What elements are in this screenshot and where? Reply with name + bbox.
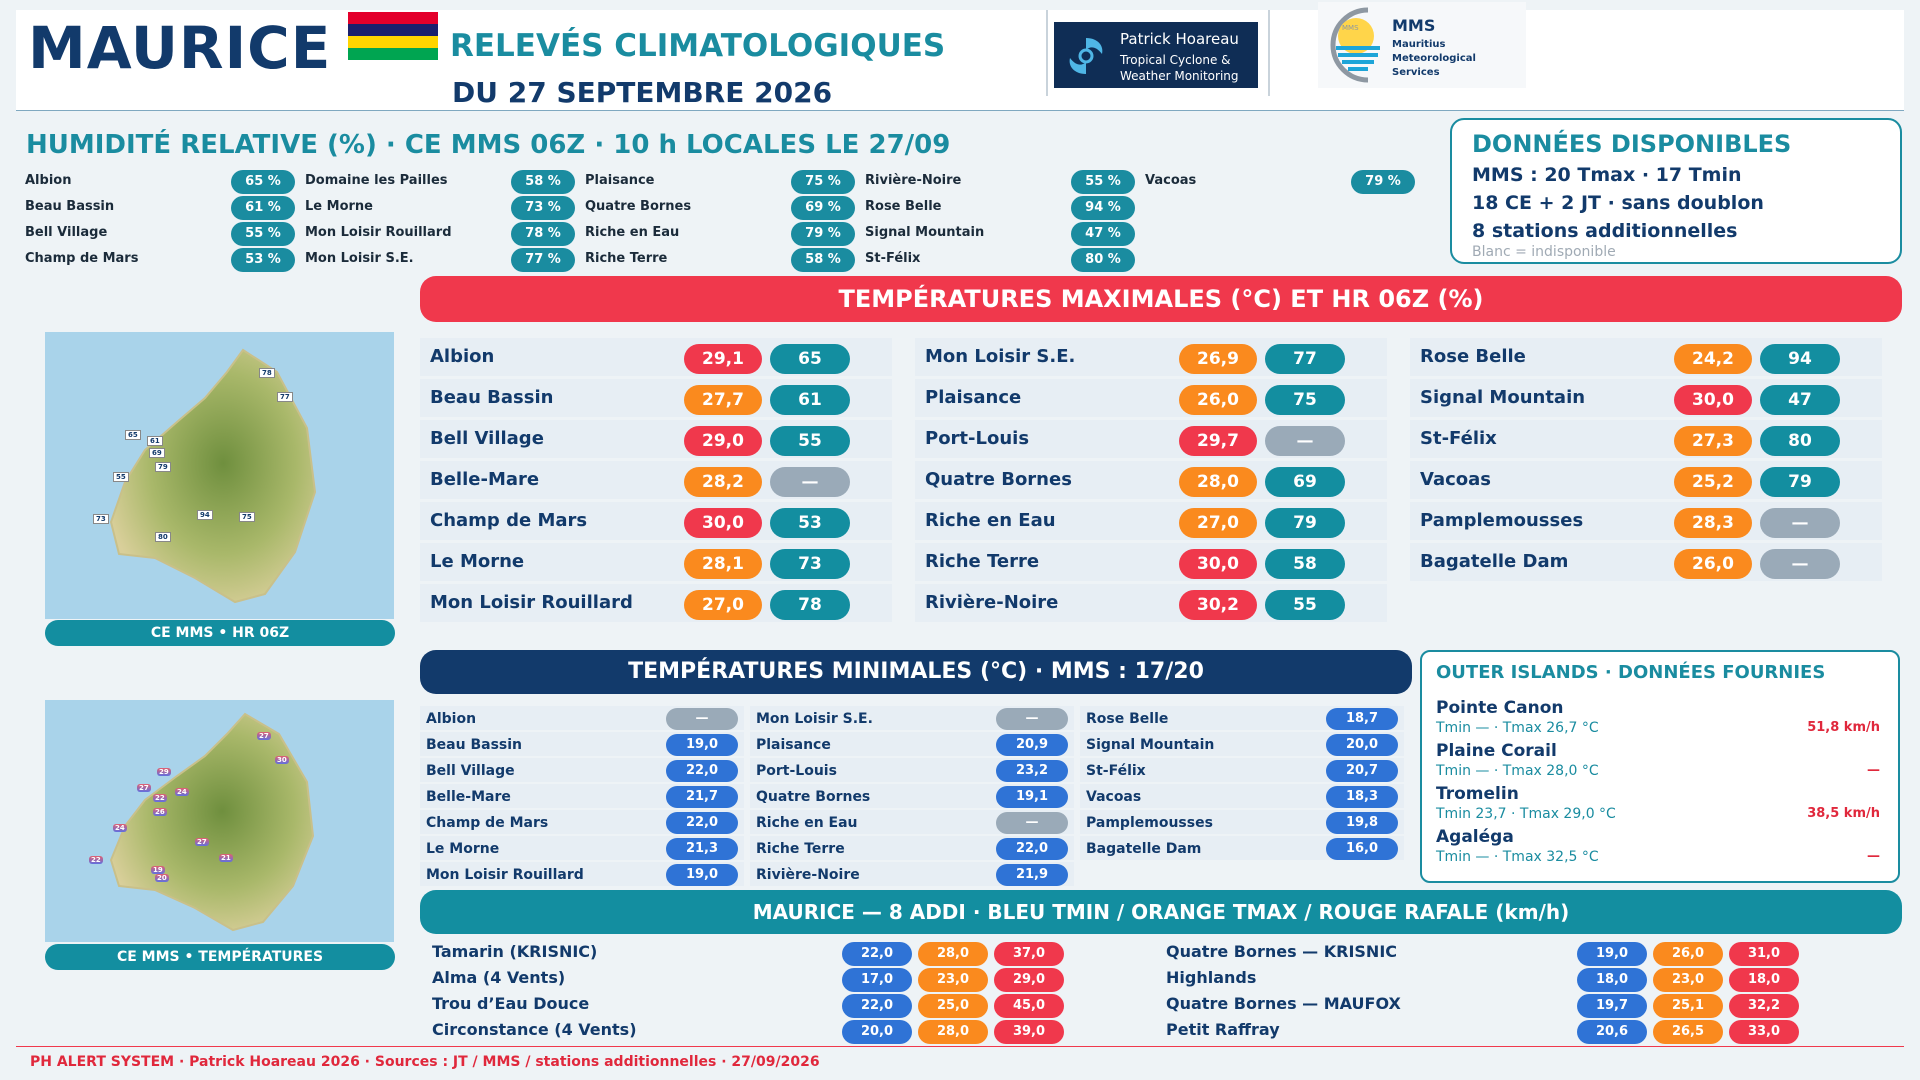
station-name: Mon Loisir S.E.: [925, 346, 1076, 367]
outer-island-temps: Tmin 23,7 · Tmax 29,0 °C: [1436, 806, 1616, 822]
station-name: Plaisance: [925, 387, 1022, 408]
addi-station-name: Quatre Bornes — KRISNIC: [1166, 942, 1398, 961]
tmax-badge: 28,2: [684, 467, 762, 497]
humidity-badge: 69: [1265, 467, 1345, 497]
tmin-badge: 19,1: [996, 786, 1068, 808]
tmin-badge: 20,7: [1326, 760, 1398, 782]
station-name: Rose Belle: [1420, 346, 1526, 367]
addi-gust-badge: 29,0: [994, 968, 1064, 992]
tmax-badge: 25,2: [1674, 467, 1752, 497]
mms-subtitle: Mauritius Meteorological Services: [1392, 39, 1476, 78]
tmin-row: [420, 862, 744, 886]
tmax-row: [1410, 338, 1882, 376]
tmin-badge: 20,0: [1326, 734, 1398, 756]
station-name: Signal Mountain: [1420, 387, 1586, 408]
humidity-badge: 80: [1760, 426, 1840, 456]
outer-islands-title: OUTER ISLANDS · DONNÉES FOURNIES: [1436, 662, 1826, 683]
station-name: Riche Terre: [585, 251, 668, 266]
humidity-item: [305, 194, 575, 220]
humidity-badge: —: [770, 467, 850, 497]
station-name: Mon Loisir S.E.: [305, 251, 414, 266]
station-name: Bell Village: [25, 225, 108, 240]
humidity-badge: 94: [1760, 344, 1840, 374]
tmin-row: [1080, 758, 1404, 782]
humidity-badge: 53: [770, 508, 850, 538]
temperature-map-caption: CE MMS • TEMPÉRATURES: [45, 944, 395, 970]
outer-island-name: Plaine Corail: [1436, 741, 1557, 761]
humidity-badge: 80 %: [1071, 248, 1135, 272]
tmin-row: [750, 810, 1074, 834]
outer-island-gust: 51,8 km/h: [1807, 720, 1880, 735]
addi-station-name: Trou d’Eau Douce: [432, 994, 590, 1013]
map-label: 21: [221, 854, 231, 862]
map-label: 61: [147, 436, 163, 446]
station-name: Mon Loisir Rouillard: [430, 592, 633, 613]
tmin-row: [750, 732, 1074, 756]
humidity-badge: 55 %: [231, 222, 295, 246]
station-name: Rivière-Noire: [925, 592, 1059, 613]
tmax-row: [420, 461, 892, 499]
tmin-row: [750, 784, 1074, 808]
humidity-badge: 58 %: [791, 248, 855, 272]
outer-island-temps: Tmin — · Tmax 28,0 °C: [1436, 763, 1599, 779]
station-name: Rose Belle: [865, 199, 942, 214]
humidity-badge: 73 %: [511, 196, 575, 220]
map-label: 24: [115, 824, 125, 832]
humidity-item: [25, 246, 295, 272]
station-name: Champ de Mars: [430, 510, 588, 531]
station-name: Le Morne: [305, 199, 373, 214]
station-name: Le Morne: [426, 841, 500, 857]
tmin-badge: 19,0: [666, 864, 738, 886]
station-name: Champ de Mars: [25, 251, 139, 266]
outer-island-name: Pointe Canon: [1436, 698, 1564, 718]
station-name: Albion: [430, 346, 495, 367]
station-name: Riche Terre: [756, 841, 845, 857]
tmin-badge: —: [666, 708, 738, 730]
humidity-badge: —: [1265, 426, 1345, 456]
addi-gust-badge: 33,0: [1729, 1020, 1799, 1044]
addi-tmax-badge: 26,5: [1653, 1020, 1723, 1044]
station-name: Pamplemousses: [1420, 510, 1584, 531]
addi-tmax-badge: 26,0: [1653, 942, 1723, 966]
mauritius-flag-icon: [348, 12, 438, 60]
humidity-badge: 75 %: [791, 170, 855, 194]
humidity-badge: 78: [770, 590, 850, 620]
tmax-badge: 27,7: [684, 385, 762, 415]
map-label: 65: [125, 430, 141, 440]
tmax-row: [915, 543, 1387, 581]
humidity-item: [585, 246, 855, 272]
tmax-badge: 29,1: [684, 344, 762, 374]
tmin-banner: TEMPÉRATURES MINIMALES (°C) · MMS : 17/20: [420, 650, 1412, 694]
station-name: Riche en Eau: [585, 225, 680, 240]
tmin-row: [1080, 810, 1404, 834]
available-line-ce: 18 CE + 2 JT · sans doublon: [1472, 192, 1764, 214]
outer-island-temps: Tmin — · Tmax 26,7 °C: [1436, 720, 1599, 736]
humidity-map: [45, 332, 394, 619]
station-name: Mon Loisir Rouillard: [426, 867, 584, 883]
station-name: Le Morne: [430, 551, 525, 572]
tmax-row: [915, 584, 1387, 622]
map-label: 78: [259, 368, 275, 378]
humidity-badge: 94 %: [1071, 196, 1135, 220]
map-label: 19: [153, 866, 163, 874]
humidity-item: [865, 220, 1135, 246]
humidity-item: [585, 168, 855, 194]
tmin-badge: 20,9: [996, 734, 1068, 756]
station-name: Quatre Bornes: [925, 469, 1072, 490]
addi-banner: MAURICE — 8 ADDI · BLEU TMIN / ORANGE TMAX / ROUGE RAFALE (km/h): [420, 890, 1902, 934]
humidity-title: HUMIDITÉ RELATIVE (%) · CE MMS 06Z · 10 h LOCALES LE 27/09: [26, 130, 951, 160]
temperature-map: [45, 700, 394, 942]
tmax-row: [420, 543, 892, 581]
tmax-badge: 27,3: [1674, 426, 1752, 456]
addi-tmin-badge: 22,0: [842, 942, 912, 966]
station-name: Bagatelle Dam: [1086, 841, 1202, 857]
addi-tmin-badge: 22,0: [842, 994, 912, 1018]
tmax-row: [1410, 543, 1882, 581]
map-label: 27: [259, 732, 269, 740]
humidity-badge: 55 %: [1071, 170, 1135, 194]
tmax-badge: 29,7: [1179, 426, 1257, 456]
tmin-row: [1080, 706, 1404, 730]
tmin-badge: 22,0: [666, 812, 738, 834]
station-name: Mon Loisir Rouillard: [305, 225, 452, 240]
station-name: Quatre Bornes: [756, 789, 871, 805]
tmax-badge: 30,0: [1674, 385, 1752, 415]
map-label: 55: [113, 472, 129, 482]
tmax-badge: 27,0: [1179, 508, 1257, 538]
humidity-item: [305, 246, 575, 272]
mms-title: MMS: [1392, 16, 1436, 35]
tmin-row: [420, 732, 744, 756]
tmax-badge: 30,0: [684, 508, 762, 538]
tmin-badge: 23,2: [996, 760, 1068, 782]
station-name: St-Félix: [865, 251, 921, 266]
humidity-badge: —: [1760, 549, 1840, 579]
station-name: Beau Bassin: [430, 387, 554, 408]
station-name: Signal Mountain: [1086, 737, 1215, 753]
tmin-badge: 22,0: [666, 760, 738, 782]
header-divider: [16, 110, 1904, 111]
humidity-item: [865, 194, 1135, 220]
tmin-badge: 19,0: [666, 734, 738, 756]
map-label: 29: [159, 768, 169, 776]
addi-station-name: Quatre Bornes — MAUFOX: [1166, 994, 1401, 1013]
map-label: 80: [155, 532, 171, 542]
humidity-badge: 47 %: [1071, 222, 1135, 246]
station-name: Albion: [426, 711, 477, 727]
addi-tmax-badge: 23,0: [918, 968, 988, 992]
mms-logo-text: MMS: [1342, 24, 1359, 32]
addi-tmin-badge: 17,0: [842, 968, 912, 992]
addi-tmin-badge: 19,7: [1577, 994, 1647, 1018]
tmax-row: [915, 502, 1387, 540]
available-data-title: DONNÉES DISPONIBLES: [1472, 130, 1792, 158]
tmin-row: [750, 862, 1074, 886]
outer-island-gust: —: [1867, 763, 1880, 778]
tmax-badge: 30,0: [1179, 549, 1257, 579]
tmax-badge: 30,2: [1179, 590, 1257, 620]
station-name: Vacoas: [1420, 469, 1491, 490]
tmin-badge: 18,7: [1326, 708, 1398, 730]
station-name: Domaine les Pailles: [305, 173, 448, 188]
tmin-row: [1080, 784, 1404, 808]
map-label: 69: [149, 448, 165, 458]
addi-tmax-badge: 28,0: [918, 1020, 988, 1044]
station-name: Riche en Eau: [756, 815, 858, 831]
map-label: 24: [177, 788, 187, 796]
footer-divider: [16, 1046, 1904, 1047]
addi-gust-badge: 18,0: [1729, 968, 1799, 992]
addi-tmin-badge: 20,6: [1577, 1020, 1647, 1044]
outer-island-gust: 38,5 km/h: [1807, 806, 1880, 821]
station-name: Rivière-Noire: [865, 173, 962, 188]
ph-name: Patrick Hoareau: [1120, 30, 1239, 48]
tmin-row: [750, 836, 1074, 860]
humidity-badge: 79 %: [791, 222, 855, 246]
humidity-item: [1145, 168, 1415, 194]
cyclone-icon: [1062, 32, 1110, 80]
addi-gust-badge: 39,0: [994, 1020, 1064, 1044]
ph-subtitle: Tropical Cyclone & Weather Monitoring: [1120, 53, 1239, 83]
station-name: Rose Belle: [1086, 711, 1169, 727]
addi-tmax-badge: 25,0: [918, 994, 988, 1018]
tmin-badge: 21,7: [666, 786, 738, 808]
map-label: 27: [139, 784, 149, 792]
tmin-badge: 22,0: [996, 838, 1068, 860]
outer-island-gust: —: [1867, 849, 1880, 864]
tmax-badge: 26,0: [1179, 385, 1257, 415]
map-label: 75: [239, 512, 255, 522]
humidity-item: [25, 220, 295, 246]
tmax-row: [420, 502, 892, 540]
tmin-row: [1080, 836, 1404, 860]
addi-gust-badge: 37,0: [994, 942, 1064, 966]
tmax-badge: 24,2: [1674, 344, 1752, 374]
available-data-box: [1450, 118, 1902, 264]
station-name: Bagatelle Dam: [1420, 551, 1569, 572]
tmax-row: [1410, 379, 1882, 417]
humidity-badge: 79: [1760, 467, 1840, 497]
outer-islands-panel: [1420, 650, 1900, 883]
map-label: 22: [91, 856, 101, 864]
humidity-badge: 73: [770, 549, 850, 579]
station-name: Bell Village: [426, 763, 515, 779]
tmin-row: [420, 810, 744, 834]
humidity-map-caption: CE MMS • HR 06Z: [45, 620, 395, 646]
mauritius-island-icon: [45, 332, 394, 619]
addi-gust-badge: 31,0: [1729, 942, 1799, 966]
country-title: MAURICE: [28, 14, 332, 82]
humidity-item: [305, 168, 575, 194]
humidity-item: [25, 168, 295, 194]
station-name: Pamplemousses: [1086, 815, 1213, 831]
tmax-row: [1410, 461, 1882, 499]
mauritius-island-icon: [45, 700, 394, 942]
map-label: 73: [93, 514, 109, 524]
tmax-badge: 28,0: [1179, 467, 1257, 497]
humidity-item: [25, 194, 295, 220]
station-name: Albion: [25, 173, 72, 188]
mms-logo-box: [1318, 2, 1526, 88]
station-name: Signal Mountain: [865, 225, 985, 240]
humidity-badge: 77 %: [511, 248, 575, 272]
addi-tmin-badge: 18,0: [1577, 968, 1647, 992]
station-name: Port-Louis: [756, 763, 837, 779]
station-name: Riche en Eau: [925, 510, 1056, 531]
tmin-badge: —: [996, 708, 1068, 730]
tmax-row: [915, 338, 1387, 376]
station-name: Belle-Mare: [426, 789, 511, 805]
tmax-row: [420, 379, 892, 417]
addi-tmax-badge: 23,0: [1653, 968, 1723, 992]
tmin-badge: 16,0: [1326, 838, 1398, 860]
humidity-badge: 55: [770, 426, 850, 456]
addi-tmin-badge: 20,0: [842, 1020, 912, 1044]
outer-island-name: Tromelin: [1436, 784, 1519, 804]
tmin-badge: 21,3: [666, 838, 738, 860]
station-name: Rivière-Noire: [756, 867, 860, 883]
tmin-row: [750, 706, 1074, 730]
humidity-badge: 47: [1760, 385, 1840, 415]
tmax-row: [1410, 420, 1882, 458]
station-name: St-Félix: [1086, 763, 1146, 779]
humidity-badge: 55: [1265, 590, 1345, 620]
humidity-badge: 79 %: [1351, 170, 1415, 194]
available-note: Blanc = indisponible: [1472, 244, 1616, 260]
humidity-badge: 69 %: [791, 196, 855, 220]
tmax-badge: 29,0: [684, 426, 762, 456]
humidity-item: [585, 194, 855, 220]
tmax-banner: TEMPÉRATURES MAXIMALES (°C) ET HR 06Z (%): [420, 276, 1902, 322]
humidity-badge: 79: [1265, 508, 1345, 538]
humidity-badge: 65: [770, 344, 850, 374]
addi-gust-badge: 45,0: [994, 994, 1064, 1018]
station-name: Bell Village: [430, 428, 544, 449]
addi-station-name: Highlands: [1166, 968, 1257, 987]
addi-station-name: Tamarin (KRISNIC): [432, 942, 598, 961]
station-name: Beau Bassin: [426, 737, 523, 753]
ph-banner: [1054, 22, 1258, 88]
tmax-row: [1410, 502, 1882, 540]
report-date: DU 27 SEPTEMBRE 2026: [452, 76, 833, 109]
addi-gust-badge: 32,2: [1729, 994, 1799, 1018]
humidity-item: [865, 246, 1135, 272]
station-name: Beau Bassin: [25, 199, 115, 214]
tmin-badge: 18,3: [1326, 786, 1398, 808]
humidity-item: [305, 220, 575, 246]
humidity-badge: 58 %: [511, 170, 575, 194]
available-line-addi: 8 stations additionnelles: [1472, 220, 1738, 242]
station-name: Belle-Mare: [430, 469, 540, 490]
humidity-badge: —: [1760, 508, 1840, 538]
tmin-row: [750, 758, 1074, 782]
available-line-mms: MMS : 20 Tmax · 17 Tmin: [1472, 164, 1742, 186]
humidity-badge: 65 %: [231, 170, 295, 194]
addi-tmin-badge: 19,0: [1577, 942, 1647, 966]
map-label: 77: [277, 392, 293, 402]
station-name: Vacoas: [1145, 173, 1197, 188]
outer-island-temps: Tmin — · Tmax 32,5 °C: [1436, 849, 1599, 865]
humidity-item: [585, 220, 855, 246]
tmax-badge: 28,1: [684, 549, 762, 579]
tmax-row: [915, 420, 1387, 458]
map-label: 94: [197, 510, 213, 520]
tmax-row: [420, 584, 892, 622]
tmin-badge: 19,8: [1326, 812, 1398, 834]
tmin-badge: —: [996, 812, 1068, 834]
station-name: Riche Terre: [925, 551, 1040, 572]
mms-logo-icon: [1328, 6, 1398, 84]
footer-text: PH ALERT SYSTEM · Patrick Hoareau 2026 · Sources : JT / MMS / stations additionnelles · 27/09/2026: [30, 1054, 820, 1070]
station-name: Champ de Mars: [426, 815, 549, 831]
humidity-badge: 75: [1265, 385, 1345, 415]
tmax-row: [420, 420, 892, 458]
tmax-row: [915, 461, 1387, 499]
ph-logo-box: [1046, 10, 1270, 96]
station-name: Quatre Bornes: [585, 199, 692, 214]
tmax-row: [915, 379, 1387, 417]
addi-station-name: Petit Raffray: [1166, 1020, 1280, 1039]
humidity-badge: 61 %: [231, 196, 295, 220]
tmin-row: [420, 758, 744, 782]
station-name: Mon Loisir S.E.: [756, 711, 873, 727]
station-name: Plaisance: [756, 737, 831, 753]
outer-island-name: Agaléga: [1436, 827, 1514, 847]
humidity-badge: 53 %: [231, 248, 295, 272]
report-title: RELEVÉS CLIMATOLOGIQUES: [450, 28, 946, 64]
map-label: 30: [277, 756, 287, 764]
humidity-badge: 77: [1265, 344, 1345, 374]
tmax-badge: 28,3: [1674, 508, 1752, 538]
tmax-badge: 26,0: [1674, 549, 1752, 579]
map-label: 20: [157, 874, 167, 882]
tmin-row: [1080, 732, 1404, 756]
humidity-badge: 61: [770, 385, 850, 415]
addi-station-name: Circonstance (4 Vents): [432, 1020, 637, 1039]
tmax-badge: 27,0: [684, 590, 762, 620]
station-name: St-Félix: [1420, 428, 1497, 449]
tmin-row: [420, 784, 744, 808]
map-label: 79: [155, 462, 171, 472]
tmax-row: [420, 338, 892, 376]
humidity-badge: 78 %: [511, 222, 575, 246]
addi-tmax-badge: 25,1: [1653, 994, 1723, 1018]
addi-tmax-badge: 28,0: [918, 942, 988, 966]
station-name: Port-Louis: [925, 428, 1030, 449]
tmax-badge: 26,9: [1179, 344, 1257, 374]
tmin-row: [420, 836, 744, 860]
humidity-badge: 58: [1265, 549, 1345, 579]
map-label: 27: [197, 838, 207, 846]
humidity-item: [865, 168, 1135, 194]
map-label: 26: [155, 808, 165, 816]
station-name: Plaisance: [585, 173, 655, 188]
station-name: Vacoas: [1086, 789, 1142, 805]
addi-station-name: Alma (4 Vents): [432, 968, 566, 987]
tmin-badge: 21,9: [996, 864, 1068, 886]
map-label: 22: [155, 794, 165, 802]
tmin-row: [420, 706, 744, 730]
